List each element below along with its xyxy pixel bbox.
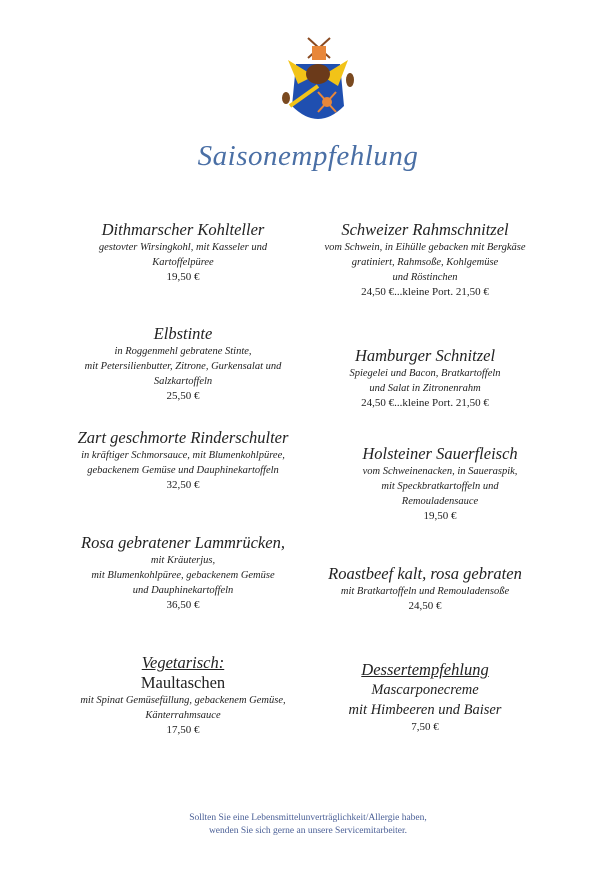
menu-item <box>53 324 313 404</box>
item-title: Schweizer Rahmschnitzel <box>341 220 509 239</box>
item-title: mit Himbeeren und Baiser <box>348 702 502 718</box>
item-desc: und Dauphinekartoffeln <box>132 585 234 596</box>
item-desc: gebackenem Gemüse und Dauphinekartoffeln <box>87 465 279 476</box>
item-desc: vom Schwein, in Eihülle gebacken mit Bergkäse <box>324 242 526 253</box>
item-title: Maultaschen <box>140 673 226 692</box>
item-price: 24,50 € <box>408 600 442 612</box>
item-desc: gratiniert, Rahmsoße, Kohlgemüse <box>351 257 499 268</box>
item-title: Zart geschmorte Rinderschulter <box>77 428 289 447</box>
item-desc: in kräftiger Schmorsauce, mit Blumenkohlpüree, <box>81 450 285 461</box>
menu-item <box>310 444 570 524</box>
item-title: Elbstinte <box>153 324 213 343</box>
item-desc: mit Blumenkohlpüree, gebackenem Gemüse <box>91 570 275 581</box>
section-subtitle: Vegetarisch: <box>141 653 225 672</box>
item-title: Dithmarscher Kohlteller <box>101 220 265 239</box>
page-title: Saisonempfehlung <box>197 140 419 172</box>
item-price: 19,50 € <box>166 271 200 283</box>
item-desc: mit Spinat Gemüsefüllung, gebackenem Gemüse, <box>80 695 286 706</box>
item-desc: und Röstinchen <box>392 272 458 283</box>
item-price: 19,50 € <box>423 510 457 522</box>
footer-line: Sollten Sie eine Lebensmittelunverträglichkeit/Allergie haben, <box>189 813 427 823</box>
item-desc: mit Kräuterjus, <box>150 555 216 566</box>
menu-item <box>53 533 313 613</box>
item-title: Hamburger Schnitzel <box>354 346 496 365</box>
item-desc: mit Bratkartoffeln und Remouladensoße <box>340 586 510 597</box>
menu-item <box>53 220 313 285</box>
item-desc: und Salat in Zitronenrahm <box>369 383 481 394</box>
menu-item <box>295 660 555 735</box>
allergy-notice <box>0 812 616 838</box>
coat-of-arms-logo <box>278 36 358 128</box>
item-desc: mit Speckbratkartoffeln und <box>381 481 499 492</box>
menu-item <box>295 346 555 411</box>
menu-item <box>53 653 313 738</box>
item-desc: Spiegelei und Bacon, Bratkartoffeln <box>349 368 501 379</box>
section-subtitle: Dessertempfehlung <box>361 660 489 679</box>
item-desc: Känterrahmsauce <box>145 710 221 721</box>
item-price: 32,50 € <box>166 479 200 491</box>
item-desc: vom Schweinenacken, in Saueraspik, <box>362 466 518 477</box>
item-title: Roastbeef kalt, rosa gebraten <box>328 564 522 583</box>
menu-item <box>295 564 555 614</box>
item-title: Rosa gebratener Lammrücken, <box>81 533 285 552</box>
item-price: 36,50 € <box>166 599 200 611</box>
item-desc: Kartoffelpüree <box>152 257 214 268</box>
item-desc: Salzkartoffeln <box>153 376 213 387</box>
menu-item <box>53 428 313 493</box>
menu-item <box>295 220 555 300</box>
item-desc: gestovter Wirsingkohl, mit Kasseler und <box>98 242 268 253</box>
item-title: Mascarponecreme <box>371 682 479 698</box>
item-price: 17,50 € <box>166 724 200 736</box>
footer-line: wenden Sie sich gerne an unsere Servicemitarbeiter. <box>208 826 408 836</box>
item-price: 7,50 € <box>411 721 439 733</box>
item-price: 24,50 €...kleine Port. 21,50 € <box>361 397 489 409</box>
item-desc: Remouladensauce <box>401 496 479 507</box>
item-title: Holsteiner Sauerfleisch <box>362 444 518 463</box>
item-desc: mit Petersilienbutter, Zitrone, Gurkensalat und <box>84 361 282 372</box>
item-price: 24,50 €...kleine Port. 21,50 € <box>361 286 489 298</box>
item-price: 25,50 € <box>166 390 200 402</box>
item-desc: in Roggenmehl gebratene Stinte, <box>114 346 252 357</box>
